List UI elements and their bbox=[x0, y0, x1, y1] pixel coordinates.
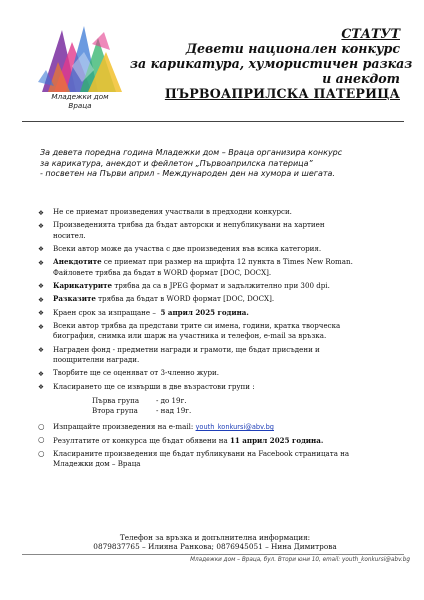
email-link[interactable]: youth_konkursi@abv.bg bbox=[195, 423, 274, 432]
bullet-icon: ❖ bbox=[38, 282, 44, 291]
logo-caption-line1: Младежки дом bbox=[51, 92, 109, 101]
list-item: ❖ Награден фонд - предметни награди и грамоти, ще бъдат присъдени и поощрителни награди. bbox=[38, 344, 320, 364]
logo-caption-line2: Враца bbox=[68, 101, 92, 110]
title-line2: Девети национален конкурс bbox=[185, 41, 400, 56]
age-group-row bbox=[92, 406, 408, 416]
list-item: ❖ Класирането ще се извърши в две възрастови групи : bbox=[38, 381, 255, 392]
list-item: ❖ Анекдотите се приемат при размер на шрифта 12 пункта в Times New Roman. Файловете трябва да бъдат в WORD формат [DOC, DOCX]. bbox=[38, 257, 353, 277]
bullet-icon: ❖ bbox=[38, 369, 44, 378]
list-item: ❖ Всеки автор може да участва с две произведения във всяка категория. bbox=[38, 243, 322, 254]
bullet-icon: ❖ bbox=[38, 309, 44, 318]
contact-info bbox=[40, 533, 390, 551]
intro-paragraph bbox=[40, 148, 400, 180]
list-item: ❖ Творбите ще се оценяват от 3-членно жури. bbox=[38, 368, 219, 378]
age-group-name: Първа група bbox=[92, 395, 140, 405]
logo-emblem-icon bbox=[32, 22, 128, 94]
title-line4: и анекдот bbox=[322, 71, 400, 86]
list-item: ○ Класираните произведения ще бъдат публикувани на Facebook страницата на Младежки дом – Враца bbox=[38, 448, 350, 469]
list-item: ❖ Не се приемат произведения участвали в предходни конкурси. bbox=[38, 207, 292, 217]
footer-divider bbox=[22, 554, 404, 555]
bullet-icon: ❖ bbox=[38, 295, 44, 304]
list-item: ❖ Краен срок за изпращане – 5 април 2025 година. bbox=[38, 307, 249, 318]
circle-bullet-icon: ○ bbox=[38, 448, 45, 458]
bullet-icon: ❖ bbox=[38, 383, 44, 392]
list-item: ○ Резултатите от конкурса ще бъдат обявени на 11 април 2025 година. bbox=[38, 435, 324, 445]
intro-line1: За девета поредна година Младежки дом – Враца организира конкурс bbox=[40, 148, 343, 157]
contact-phones: 0879837765 – Илияна Ранкова; 0876945051 – Нина Димитрова bbox=[93, 542, 337, 552]
contact-heading: Телефон за връзка и допълнителна информация: bbox=[119, 533, 311, 542]
document-title bbox=[130, 26, 413, 101]
bullet-icon: ❖ bbox=[38, 245, 44, 254]
bullet-icon: ❖ bbox=[38, 221, 44, 230]
intro-line2: за карикатура, анекдот и фейлетон „Първоаприлска патерица” bbox=[40, 158, 313, 168]
title-line3: за карикатура, хумористичен разказ bbox=[130, 56, 413, 71]
circle-bullet-icon: ○ bbox=[38, 421, 45, 431]
age-group-range: - до 19г. bbox=[156, 395, 187, 405]
age-group-name: Втора група bbox=[92, 406, 138, 416]
age-group-row bbox=[92, 396, 408, 406]
age-group-range: - над 19г. bbox=[156, 406, 192, 416]
list-item: ❖ Разказите трябва да бъдат в WORD формат [DOC, DOCX]. bbox=[38, 294, 275, 304]
list-item: ❖ Произведенията трябва да бъдат авторски и непубликувани на хартиен носител. bbox=[38, 220, 325, 240]
page-footer: Младежки дом – Враца, бул. Втори юни 10, email: youth_konkursi@abv.bg bbox=[190, 557, 410, 563]
title-contest-name: ПЪРВОАПРИЛСКА ПАТЕРИЦА bbox=[164, 86, 400, 101]
logo-caption bbox=[32, 92, 128, 110]
list-item: ❖ Всеки автор трябва да представи трите си имена, години, кратка творческа биография, снимка или шарж на участника и телефон, e-mail за връзка. bbox=[38, 321, 341, 341]
bullet-icon: ❖ bbox=[38, 208, 44, 217]
rules-list bbox=[36, 207, 408, 473]
header-divider bbox=[22, 121, 404, 122]
list-item: ○ Изпращайте произведения на e-mail: youth_konkursi@abv.bg bbox=[38, 421, 274, 432]
circle-bullet-icon: ○ bbox=[38, 435, 45, 445]
bullet-icon: ❖ bbox=[38, 346, 44, 355]
title-statute: СТАТУТ bbox=[341, 26, 400, 41]
bullet-icon: ❖ bbox=[38, 258, 44, 267]
bullet-icon: ❖ bbox=[38, 322, 44, 331]
intro-line3: - посветен на Първи април - Международен ден на хумора и шегата. bbox=[40, 169, 335, 178]
list-item: ❖ Карикатурите трябва да са в JPEG формат и задължително при 300 dpi. bbox=[38, 280, 330, 291]
